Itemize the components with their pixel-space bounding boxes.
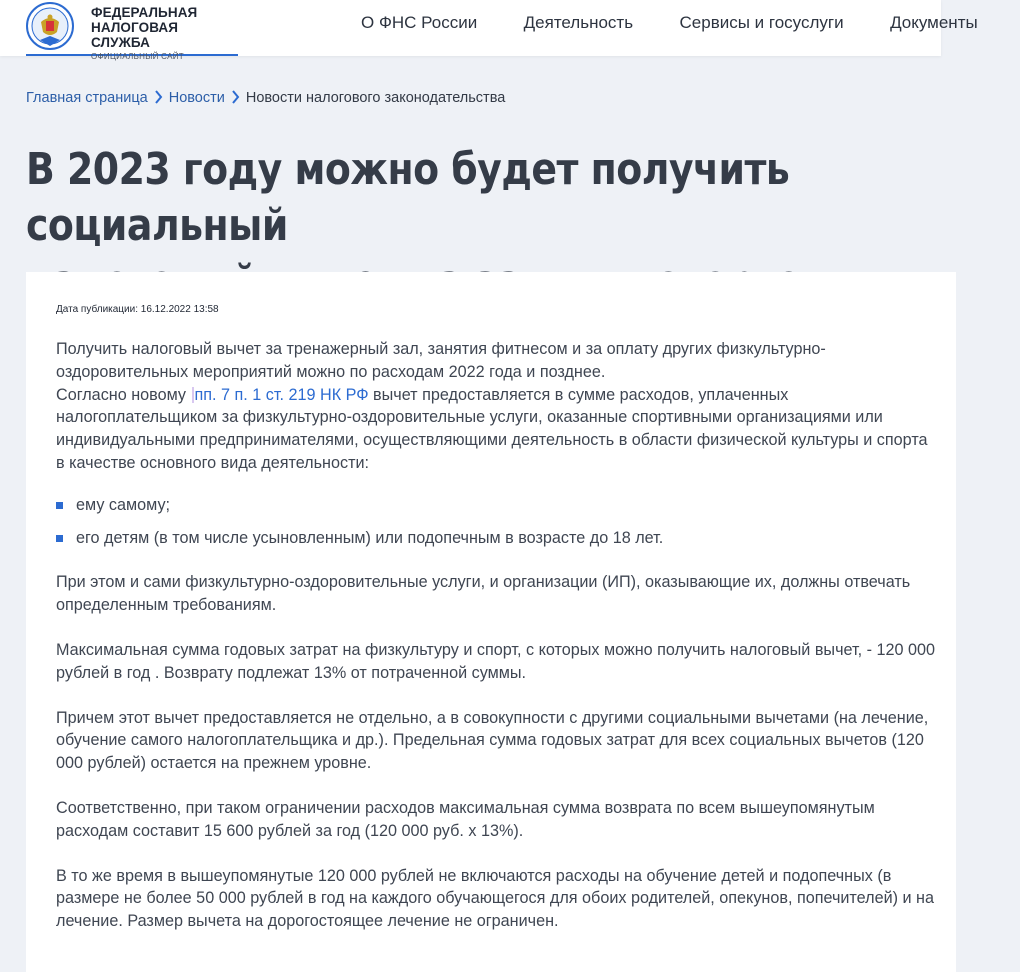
paragraph-combined: Причем этот вычет предоставляется не отдельно, а в совокупности с другими социальными вычетами (на лечение, обучение самого налогоплательщика и др.). Предельная сумма годовых затрат для всех социальных вычетов (120 000 рублей) остается на прежнем уровне.	[56, 708, 929, 773]
site-header	[0, 0, 978, 61]
list-item-text: ему самому;	[76, 495, 171, 514]
page-title-line1: В 2023 году можно будет получить социальный	[26, 144, 790, 251]
fns-emblem-icon	[26, 2, 78, 50]
nav-item-documents[interactable]: Документы	[890, 13, 978, 32]
paragraph-max-sum: Максимальная сумма годовых затрат на физкультуру и спорт, с которых можно получить налоговый вычет, - 120 000 рублей в год . Возврату подлежат 13% от потраченной суммы.	[56, 640, 935, 682]
law-link[interactable]: пп. 7 п. 1 ст. 219 НК РФ	[194, 385, 369, 404]
nav-item-about[interactable]: О ФНС России	[361, 13, 478, 32]
list-item	[56, 494, 936, 517]
paragraph-law	[56, 384, 936, 475]
bullet-square-icon	[56, 502, 63, 509]
nav-item-services[interactable]: Сервисы и госуслуги	[679, 13, 844, 32]
logo-title-line2: НАЛОГОВАЯ СЛУЖБА	[91, 20, 179, 50]
logo-title-line1: ФЕДЕРАЛЬНАЯ	[91, 5, 198, 20]
nav-item-activity[interactable]: Деятельность	[523, 13, 634, 32]
breadcrumb	[26, 90, 505, 106]
breadcrumb-current: Новости налогового законодательства	[245, 90, 506, 106]
main-nav	[361, 13, 1020, 33]
chevron-right-icon	[231, 90, 240, 104]
chevron-right-icon	[154, 90, 163, 104]
logo-text	[91, 5, 238, 61]
article-body	[56, 338, 936, 933]
paragraph-intro: Получить налоговый вычет за тренажерный зал, занятия фитнесом и за оплату других физкультурно-оздоровительных мероприятий можно по расходам 2022 года и позднее.	[56, 340, 826, 381]
breadcrumb-news[interactable]: Новости	[168, 90, 225, 106]
paragraph-requirements: При этом и сами физкультурно-оздоровительные услуги, и организации (ИП), оказывающие их, должны отвечать определенным требованиям.	[56, 573, 911, 615]
recipients-list	[56, 494, 936, 550]
logo-subtitle: ОФИЦИАЛЬНЫЙ САЙТ	[91, 52, 184, 61]
bullet-square-icon	[56, 535, 63, 542]
publication-date: Дата публикации: 16.12.2022 13:58	[56, 304, 219, 315]
paragraph-law-after: вычет предоставляется в сумме расходов, уплаченных налогоплательщиком за физкультурно-оздоровительные услуги, оказанные спортивными организациями или индивидуальными предпринимателями, осуществляющими деятельность в области физической культуры и спорта в качестве основного вида деятельности:	[56, 385, 928, 472]
list-item-text: его детям (в том числе усыновленным) или подопечным в возрасте до 18 лет.	[76, 528, 664, 547]
paragraph-refund: Соответственно, при таком ограничении расходов максимальная сумма возврата по всем вышеупомянутым расходам составит 15 600 рублей за год (120 000 руб. х 13%).	[56, 798, 875, 840]
breadcrumb-home[interactable]: Главная страница	[26, 90, 148, 106]
paragraph-law-before: Согласно новому	[56, 385, 191, 404]
site-logo[interactable]	[26, 0, 238, 61]
article-card	[26, 272, 956, 972]
list-item	[56, 527, 936, 550]
paragraph-exclusions: В то же время в вышеупомянутые 120 000 рублей не включаются расходы на обучение детей и подопечных (в размере не более 50 000 рублей в год на каждого обучающегося для обоих родителей, опекунов, попечителей) и на лечение. Размер вычета на дорогостоящее лечение не ограничен.	[56, 866, 934, 931]
text-cursor	[192, 387, 194, 403]
